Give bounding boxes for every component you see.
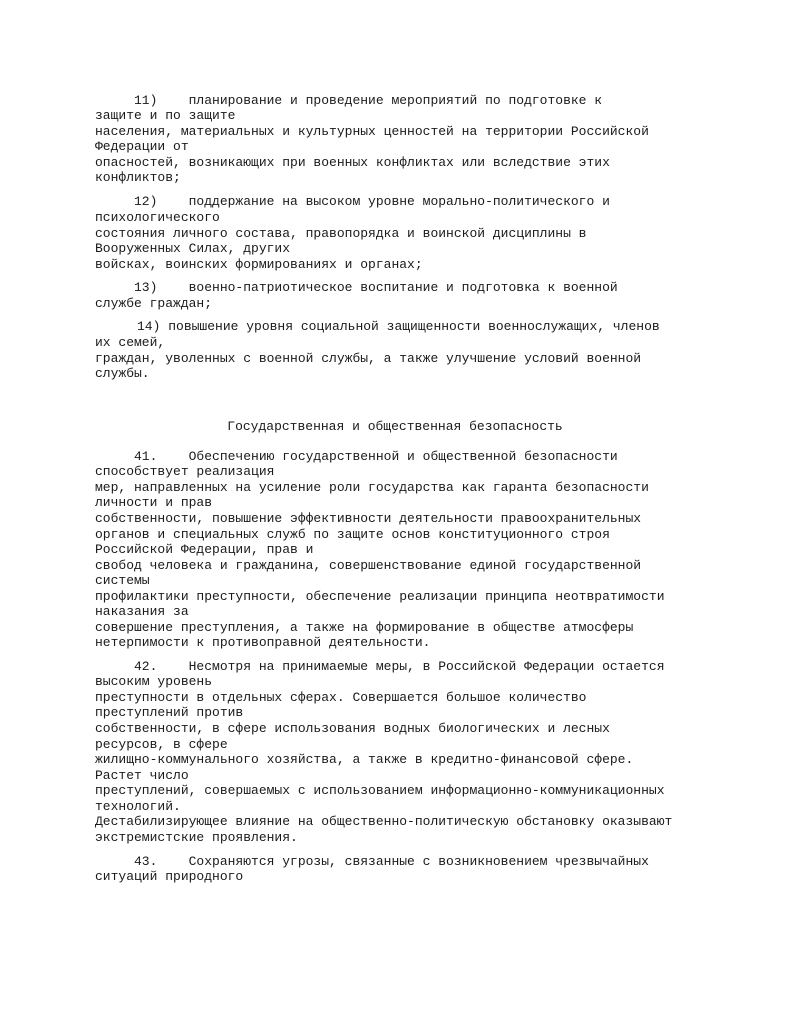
paragraph-14-line-2: их семей, [95, 335, 166, 350]
paragraph-42-line-4: преступлений против [95, 705, 244, 720]
paragraph-13-line-2: службе граждан; [95, 296, 213, 311]
paragraph-41-line-2: способствует реализация [95, 464, 275, 479]
paragraph-12-line-5: войсках, воинских формированиях и органах; [95, 257, 423, 272]
paragraph-14-line-1: 14) повышение уровня социальной защищенности военнослужащих, членов [98, 319, 660, 334]
paragraph-13-line-1: 13) военно-патриотическое воспитание и подготовка к военной [95, 280, 618, 295]
paragraph-11-line-1: 11) планирование и проведение мероприятий по подготовке к [95, 93, 603, 108]
paragraph-11-line-4: Федерации от [95, 139, 189, 154]
paragraph-41-line-4: личности и прав [95, 495, 213, 510]
paragraph-11-line-2: защите и по защите [95, 108, 236, 123]
paragraph-41-line-9: системы [95, 573, 150, 588]
paragraph-42-line-9: преступлений, совершаемых с использованием информационно-коммуникационных [95, 783, 665, 798]
section-heading: Государственная и общественная безопасность [227, 419, 563, 434]
paragraph-42-line-3: преступности в отдельных сферах. Совершается большое количество [95, 690, 587, 705]
paragraph-41-line-10: профилактики преступности, обеспечение реализации принципа неотвратимости [95, 589, 665, 604]
paragraph-12-line-2: психологического [95, 210, 220, 225]
paragraph-11-line-6: конфликтов; [95, 170, 181, 185]
paragraph-42-line-12: экстремистские проявления. [95, 830, 298, 845]
paragraph-12-line-4: Вооруженных Силах, других [95, 241, 291, 256]
paragraph-41-line-5: собственности, повышение эффективности деятельности правоохранительных [95, 511, 642, 526]
paragraph-41-line-1: 41. Обеспечению государственной и общественной безопасности [95, 449, 618, 464]
paragraph-42-line-1: 42. Несмотря на принимаемые меры, в Российской Федерации остается [95, 659, 665, 674]
paragraph-42-line-6: ресурсов, в сфере [95, 737, 228, 752]
paragraph-41-line-11: наказания за [95, 604, 189, 619]
paragraph-14-line-4: службы. [95, 366, 150, 381]
paragraph-12-line-1: 12) поддержание на высоком уровне морально-политического и [95, 194, 610, 209]
paragraph-42-line-5: собственности, в сфере использования водных биологических и лесных [95, 721, 610, 736]
paragraph-11-line-3: населения, материальных и культурных ценностей на территории Российской [95, 124, 649, 139]
paragraph-42-line-11: Дестабилизирующее влияние на общественно-политическую обстановку оказывают [95, 814, 673, 829]
paragraph-42-line-8: Растет число [95, 768, 189, 783]
paragraph-42-line-10: технологий. [95, 799, 181, 814]
paragraph-41-line-3: мер, направленных на усиление роли государства как гаранта безопасности [95, 480, 649, 495]
paragraph-41-line-7: Российской Федерации, прав и [95, 542, 314, 557]
paragraph-41-line-8: свобод человека и гражданина, совершенствование единой государственной [95, 558, 642, 573]
paragraph-42-line-7: жилищно-коммунального хозяйства, а также в кредитно-финансовой сфере. [95, 752, 634, 767]
paragraph-41-line-6: органов и специальных служб по защите основ конституционного строя [95, 527, 610, 542]
paragraph-12-line-3: состояния личного состава, правопорядка и воинской дисциплины в [95, 226, 587, 241]
paragraph-42-line-2: высоким уровень [95, 674, 213, 689]
paragraph-41-line-12: совершение преступления, а также на формирование в обществе атмосферы [95, 620, 634, 635]
paragraph-14-line-3: граждан, уволенных с военной службы, а также улучшение условий военной [95, 351, 642, 366]
paragraph-11-line-5: опасностей, возникающих при военных конфликтах или вследствие этих [95, 155, 610, 170]
paragraph-43-line-2: ситуаций природного [95, 869, 244, 884]
paragraph-41-line-13: нетерпимости к противоправной деятельности. [95, 635, 431, 650]
paragraph-43-line-1: 43. Сохраняются угрозы, связанные с возникновением чрезвычайных [95, 854, 649, 869]
